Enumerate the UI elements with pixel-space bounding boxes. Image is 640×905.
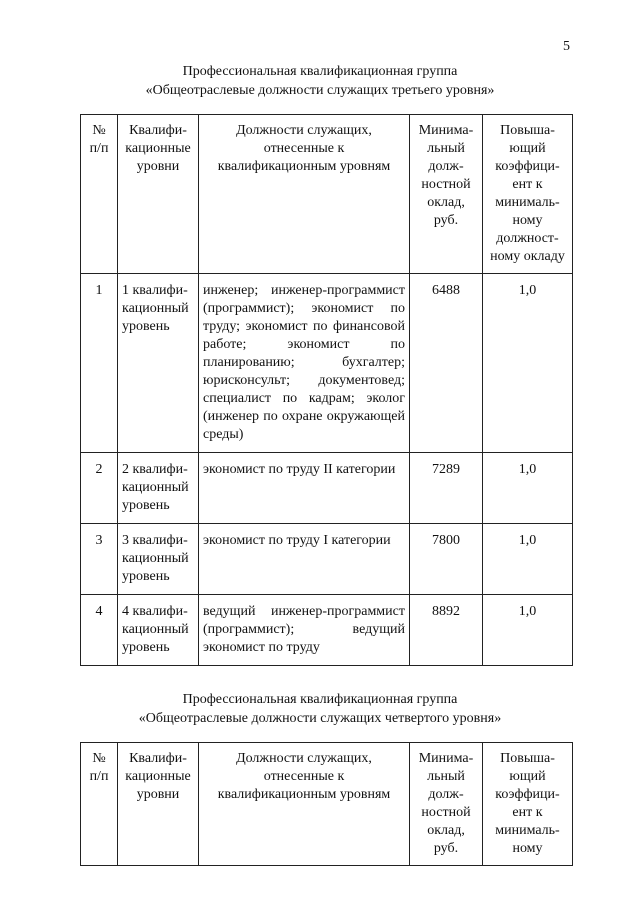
row-num: 4 bbox=[81, 595, 118, 666]
row-positions: экономист по труду I категории bbox=[199, 524, 410, 595]
row-num: 3 bbox=[81, 524, 118, 595]
table-row bbox=[81, 274, 573, 453]
row-num: 2 bbox=[81, 453, 118, 524]
table-row bbox=[81, 453, 573, 524]
row-level: 2 квалифи- кационный уровень bbox=[118, 453, 199, 524]
qualification-table-third-level bbox=[80, 114, 573, 666]
group-title-line2: «Общеотраслевые должности служащих четвертого уровня» bbox=[138, 711, 502, 726]
header-salary: Минима- льный долж- ностной оклад, руб. bbox=[410, 743, 483, 866]
row-coef: 1,0 bbox=[483, 274, 573, 453]
header-coef: Повыша- ющий коэффици- ент к минималь- ному должност- ному окладу bbox=[483, 115, 573, 274]
row-positions: ведущий инженер-программист (программист); ведущий экономист по труду bbox=[199, 595, 410, 666]
header-num bbox=[81, 743, 118, 866]
row-level: 1 квалифи- кационный уровень bbox=[118, 274, 199, 453]
header-num-line2: п/п bbox=[89, 141, 109, 156]
row-coef: 1,0 bbox=[483, 524, 573, 595]
table-header-row bbox=[81, 743, 573, 866]
header-level: Квалифи- кационные уровни bbox=[118, 743, 199, 866]
group-title-line2: «Общеотраслевые должности служащих третьего уровня» bbox=[145, 83, 495, 98]
header-positions: Должности служащих, отнесенные к квалификационным уровням bbox=[199, 115, 410, 274]
header-num bbox=[81, 115, 118, 274]
header-salary: Минима- льный долж- ностной оклад, руб. bbox=[410, 115, 483, 274]
group-title-third-level bbox=[0, 62, 640, 100]
table-header-row bbox=[81, 115, 573, 274]
row-salary: 7800 bbox=[410, 524, 483, 595]
table-row bbox=[81, 524, 573, 595]
row-salary: 7289 bbox=[410, 453, 483, 524]
header-num-line1: № bbox=[92, 751, 106, 766]
row-salary: 8892 bbox=[410, 595, 483, 666]
qualification-table-fourth-level bbox=[80, 742, 573, 866]
header-level: Квалифи- кационные уровни bbox=[118, 115, 199, 274]
page-number: 5 bbox=[563, 39, 570, 54]
group-title-line1: Профессиональная квалификационная группа bbox=[182, 692, 458, 707]
group-title-line1: Профессиональная квалификационная группа bbox=[182, 64, 458, 79]
row-positions: экономист по труду II категории bbox=[199, 453, 410, 524]
row-level: 3 квалифи- кационный уровень bbox=[118, 524, 199, 595]
row-coef: 1,0 bbox=[483, 453, 573, 524]
row-salary: 6488 bbox=[410, 274, 483, 453]
row-num: 1 bbox=[81, 274, 118, 453]
header-num-line2: п/п bbox=[89, 769, 109, 784]
header-positions: Должности служащих, отнесенные к квалификационным уровням bbox=[199, 743, 410, 866]
row-coef: 1,0 bbox=[483, 595, 573, 666]
group-title-fourth-level bbox=[0, 690, 640, 728]
header-coef: Повыша- ющий коэффици- ент к минималь- ному bbox=[483, 743, 573, 866]
row-positions: инженер; инженер-программист (программист); экономист по труду; экономист по финансовой работе; экономист по планированию; бухгалтер; юрисконсульт; документовед; специалист по кадрам; эколог (инженер по охране окружающей среды) bbox=[199, 274, 410, 453]
header-num-line1: № bbox=[92, 123, 106, 138]
row-level: 4 квалифи- кационный уровень bbox=[118, 595, 199, 666]
table-row bbox=[81, 595, 573, 666]
